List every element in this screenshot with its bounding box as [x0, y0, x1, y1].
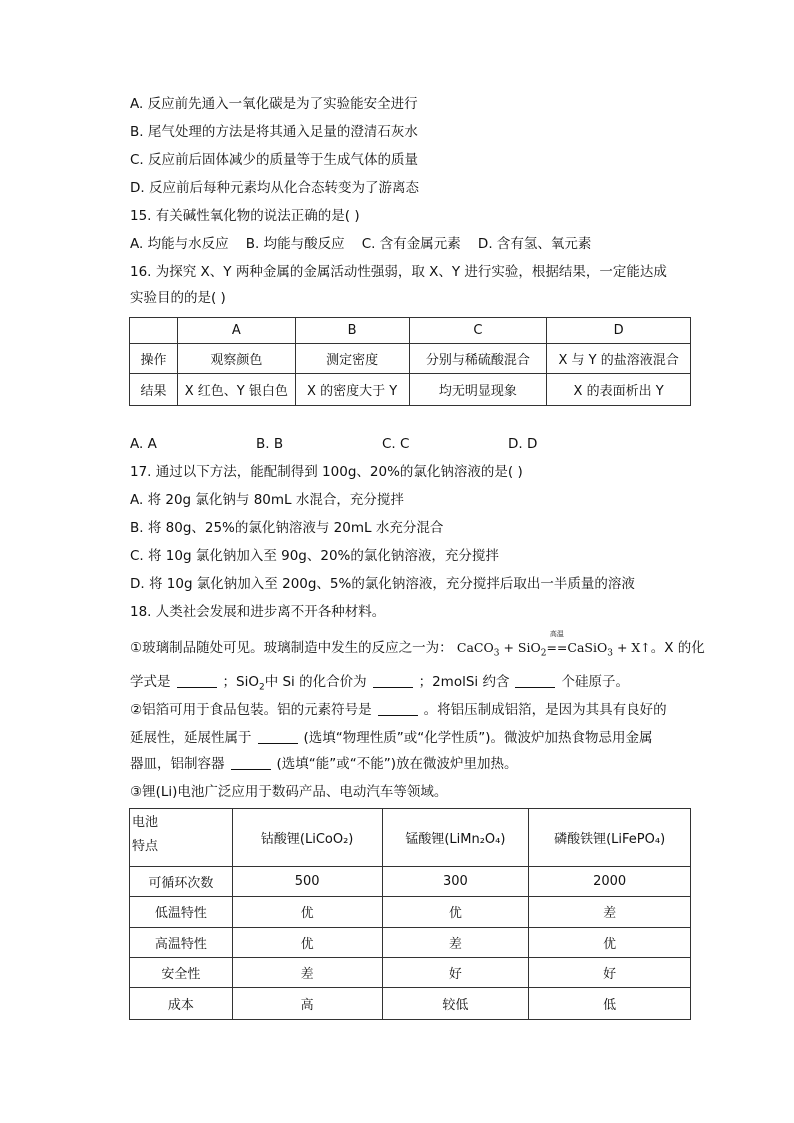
answer-blank[interactable] — [177, 675, 217, 688]
q16-table-header-row — [130, 318, 691, 344]
table-cell: 高温特性 — [130, 927, 233, 957]
table-cell: 300 — [382, 867, 529, 897]
table-cell: 2000 — [529, 867, 691, 897]
q16-table — [129, 317, 691, 406]
table-cell: D — [547, 318, 691, 344]
q18-paragraph-4 — [130, 728, 653, 748]
q14-option-c: C. 反应前后固体减少的质量等于生成气体的质量 — [130, 152, 419, 168]
q18-p2-text: ；2molSi 约含 — [418, 674, 510, 690]
answer-blank[interactable] — [378, 703, 418, 716]
q18-p4-text: 延展性，延展性属于 — [130, 730, 252, 746]
q18-p4-text: (选填“物理性质”或“化学性质”)。微波炉加热食物忌用金属 — [303, 730, 653, 746]
q18-p3-text: ②铝箔可用于食品包装。铝的元素符号是 — [130, 702, 372, 718]
table-cell: 安全性 — [130, 957, 233, 987]
table-cell: 差 — [529, 897, 691, 927]
table-cell: 锰酸锂(LiMn₂O₄) — [382, 809, 529, 867]
table-cell: A — [177, 318, 295, 344]
table-cell: X 与 Y 的盐溶液混合 — [547, 344, 691, 374]
table-row — [130, 927, 691, 957]
table-cell: 操作 — [130, 344, 178, 374]
table-cell: 高 — [232, 987, 382, 1019]
table-cell: 500 — [232, 867, 382, 897]
battery-table-header-row — [130, 809, 691, 867]
q18-p2-text: ；SiO — [222, 674, 259, 690]
q18-p1-text: ①玻璃制品随处可见。玻璃制造中发生的反应之一为： — [130, 640, 453, 656]
q18-paragraph-1 — [130, 630, 705, 664]
table-cell: 较低 — [382, 987, 529, 1019]
q18-p5-text: 器皿，铝制容器 — [130, 756, 225, 772]
table-cell: 优 — [232, 897, 382, 927]
glass-reaction-equation: CaCO$_3$ + SiO$_2$ 高温 ==CaSiO$_3$ + X↑ — [456, 630, 651, 659]
table-cell — [130, 318, 178, 344]
table-cell: 优 — [529, 927, 691, 957]
q14-option-b: B. 尾气处理的方法是将其通入足量的澄清石灰水 — [130, 124, 418, 140]
answer-blank[interactable] — [231, 757, 271, 770]
table-cell: 差 — [232, 957, 382, 987]
q18-p3-text: 。将铝压制成铝箔，是因为其具有良好的 — [423, 702, 667, 718]
table-cell: X 的表面析出 Y — [547, 374, 691, 406]
table-corner-cell — [130, 809, 233, 867]
q18-paragraph-5 — [130, 754, 518, 774]
table-cell: 可循环次数 — [130, 867, 233, 897]
q16-option-b: B. B — [256, 436, 284, 452]
q16-option-c: C. C — [382, 436, 410, 452]
table-row — [130, 957, 691, 987]
q18-paragraph-3 — [130, 700, 667, 720]
reaction-condition: 高温 == — [546, 630, 568, 655]
q16-stem-line1: 16. 为探究 X、Y 两种金属的金属活动性强弱，取 X、Y 进行实验，根据结果，一定能达成 — [130, 264, 667, 280]
table-cell: 低 — [529, 987, 691, 1019]
table-cell: 差 — [382, 927, 529, 957]
corner-label-bottom: 特点 — [132, 839, 159, 854]
q18-stem: 18. 人类社会发展和进步离不开各种材料。 — [130, 604, 386, 620]
table-cell: 低温特性 — [130, 897, 233, 927]
table-row — [130, 344, 691, 374]
table-cell: 优 — [382, 897, 529, 927]
table-cell: 优 — [232, 927, 382, 957]
table-cell: C — [409, 318, 547, 344]
answer-blank[interactable] — [258, 731, 298, 744]
q18-paragraph-2: 学式是 ；SiO$_2$中 Si 的化合价为 ；2molSi 约含 个硅原子。 — [130, 674, 629, 693]
q17-stem: 17. 通过以下方法，能配制得到 100g、20%的氯化钠溶液的是( ) — [130, 464, 523, 480]
table-cell: 结果 — [130, 374, 178, 406]
table-cell: X 的密度大于 Y — [295, 374, 409, 406]
table-row — [130, 897, 691, 927]
table-cell: 均无明显现象 — [409, 374, 547, 406]
table-cell: 观察颜色 — [177, 344, 295, 374]
q18-p2-text: 中 Si 的化合价为 — [264, 674, 367, 690]
q16-stem-line2: 实验目的的是( ) — [130, 290, 226, 306]
table-cell: 测定密度 — [295, 344, 409, 374]
q17-option-b: B. 将 80g、25%的氯化钠溶液与 20mL 水充分混合 — [130, 520, 444, 536]
q15-options: A. 均能与水反应 B. 均能与酸反应 C. 含有金属元素 D. 含有氢、氧元素 — [130, 236, 592, 252]
q14-option-a: A. 反应前先通入一氧化碳是为了实验能安全进行 — [130, 96, 418, 112]
q17-option-c: C. 将 10g 氯化钠加入至 90g、20%的氯化钠溶液，充分搅拌 — [130, 548, 499, 564]
q18-p2-text: 个硅原子。 — [561, 674, 629, 690]
answer-blank[interactable] — [373, 675, 413, 688]
table-cell: 分别与稀硫酸混合 — [409, 344, 547, 374]
table-cell: 磷酸铁锂(LiFePO₄) — [529, 809, 691, 867]
q16-option-a: A. A — [130, 436, 157, 452]
table-cell: 钴酸锂(LiCoO₂) — [232, 809, 382, 867]
q18-p2-text: 学式是 — [130, 674, 171, 690]
q14-option-d: D. 反应前后每种元素均从化合态转变为了游离态 — [130, 180, 419, 196]
q18-p5-text: (选填“能”或“不能”)放在微波炉里加热。 — [276, 756, 518, 772]
table-row — [130, 987, 691, 1019]
q15-stem: 15. 有关碱性氧化物的说法正确的是( ) — [130, 208, 360, 224]
table-row — [130, 374, 691, 406]
q16-option-d: D. D — [508, 436, 538, 452]
q18-paragraph-6: ③锂(Li)电池广泛应用于数码产品、电动汽车等领域。 — [130, 784, 448, 800]
answer-blank[interactable] — [515, 675, 555, 688]
table-cell: 好 — [529, 957, 691, 987]
table-row — [130, 867, 691, 897]
corner-label-top: 电池 — [132, 815, 159, 830]
q17-option-a: A. 将 20g 氯化钠与 80mL 水混合，充分搅拌 — [130, 492, 404, 508]
table-cell: B — [295, 318, 409, 344]
q18-p1-text-end: 。X 的化 — [650, 640, 705, 656]
battery-table — [129, 808, 691, 1020]
table-cell: 成本 — [130, 987, 233, 1019]
q17-option-d: D. 将 10g 氯化钠加入至 200g、5%的氯化钠溶液，充分搅拌后取出一半质量的溶液 — [130, 576, 635, 592]
table-cell: X 红色、Y 银白色 — [177, 374, 295, 406]
table-cell: 好 — [382, 957, 529, 987]
